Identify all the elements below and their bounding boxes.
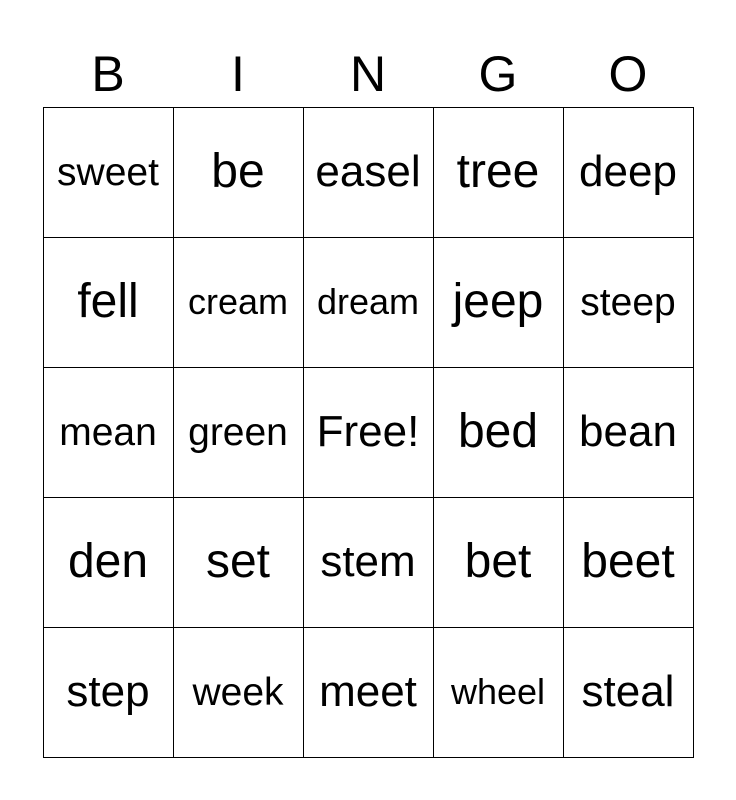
grid-line-vertical — [693, 107, 694, 758]
bingo-cell[interactable]: easel — [315, 147, 421, 196]
bingo-cell[interactable]: bet — [464, 535, 532, 588]
header-letter-o: O — [608, 46, 648, 102]
grid-line-horizontal — [43, 237, 694, 238]
bingo-cell[interactable]: tree — [456, 145, 540, 198]
bingo-cell[interactable]: mean — [59, 410, 157, 454]
bingo-cell[interactable]: step — [66, 667, 150, 716]
free-space-cell[interactable]: Free! — [316, 407, 420, 456]
grid-line-vertical — [303, 107, 304, 758]
bingo-cell[interactable]: fell — [77, 275, 139, 328]
bingo-cell[interactable]: set — [205, 535, 271, 588]
grid-line-vertical — [173, 107, 174, 758]
bingo-header — [43, 44, 693, 104]
bingo-cell[interactable]: stem — [320, 537, 416, 586]
bingo-cell[interactable]: jeep — [452, 275, 544, 328]
grid-line-horizontal — [43, 757, 694, 758]
header-letter-n: N — [349, 46, 387, 102]
bingo-cell[interactable]: bed — [457, 405, 539, 458]
bingo-cell[interactable]: green — [188, 410, 288, 454]
header-letter-g: G — [478, 46, 518, 102]
bingo-cell[interactable]: bean — [579, 407, 677, 456]
grid-line-horizontal — [43, 627, 694, 628]
bingo-cell[interactable]: steal — [581, 667, 675, 716]
bingo-grid — [43, 107, 693, 757]
bingo-cell[interactable]: meet — [319, 667, 417, 716]
bingo-cell[interactable]: cream — [187, 281, 289, 322]
grid-line-vertical — [433, 107, 434, 758]
grid-line-vertical — [563, 107, 564, 758]
bingo-cell[interactable]: dream — [316, 281, 420, 322]
bingo-cell[interactable]: deep — [579, 147, 677, 196]
grid-line-horizontal — [43, 107, 694, 108]
header-letter-b: B — [91, 46, 125, 102]
grid-line-horizontal — [43, 497, 694, 498]
bingo-cell[interactable]: steep — [580, 280, 676, 324]
header-letter-i: I — [231, 46, 245, 102]
bingo-cell[interactable]: wheel — [450, 671, 546, 712]
bingo-cell[interactable]: be — [211, 145, 265, 198]
grid-line-vertical — [43, 107, 44, 758]
bingo-cell[interactable]: den — [67, 535, 149, 588]
bingo-cell[interactable]: beet — [581, 535, 675, 588]
bingo-cell[interactable]: week — [192, 670, 284, 714]
grid-line-horizontal — [43, 367, 694, 368]
bingo-cell[interactable]: sweet — [57, 150, 159, 194]
